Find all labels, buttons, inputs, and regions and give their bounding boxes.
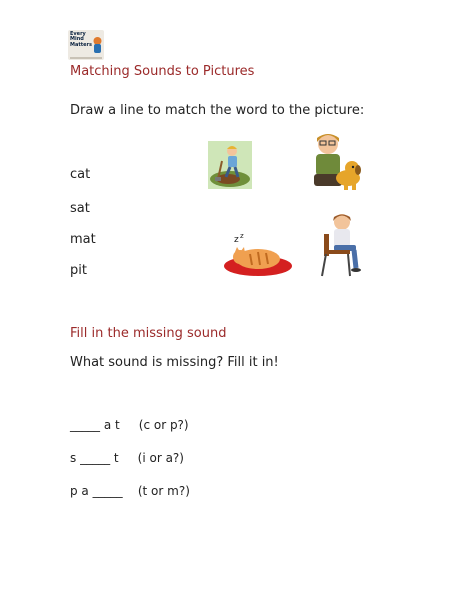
fill-in-section-title: Fill in the missing sound	[70, 326, 227, 341]
logo-tagline-bar	[70, 57, 102, 59]
head-silhouette-icon	[92, 36, 103, 54]
svg-text:z: z	[234, 235, 239, 245]
fill-in-prompt: What sound is missing? Fill it in!	[70, 355, 279, 370]
every-mind-matters-logo	[68, 30, 104, 60]
logo-text: Every Mind Matters	[70, 31, 92, 48]
boy-with-dog-picture[interactable]	[300, 130, 366, 194]
boy-sitting-on-chair-picture[interactable]	[316, 212, 362, 278]
fill-in-item[interactable]: s _____ t (i or a?)	[70, 451, 184, 465]
boy-digging-pit-picture[interactable]	[208, 141, 252, 189]
matching-instruction: Draw a line to match the word to the picture:	[70, 103, 365, 118]
word-sat[interactable]: sat	[70, 201, 90, 216]
fill-in-item[interactable]: p a _____ (t or m?)	[70, 484, 190, 498]
word-pit[interactable]: pit	[70, 263, 87, 278]
fill-in-item[interactable]: _____ a t (c or p?)	[70, 418, 189, 432]
svg-text:z: z	[240, 232, 244, 240]
word-mat[interactable]: mat	[70, 232, 96, 247]
sleeping-cat-on-mat-picture[interactable]	[218, 232, 294, 278]
worksheet-title: Matching Sounds to Pictures	[70, 64, 255, 79]
word-cat[interactable]: cat	[70, 167, 91, 182]
